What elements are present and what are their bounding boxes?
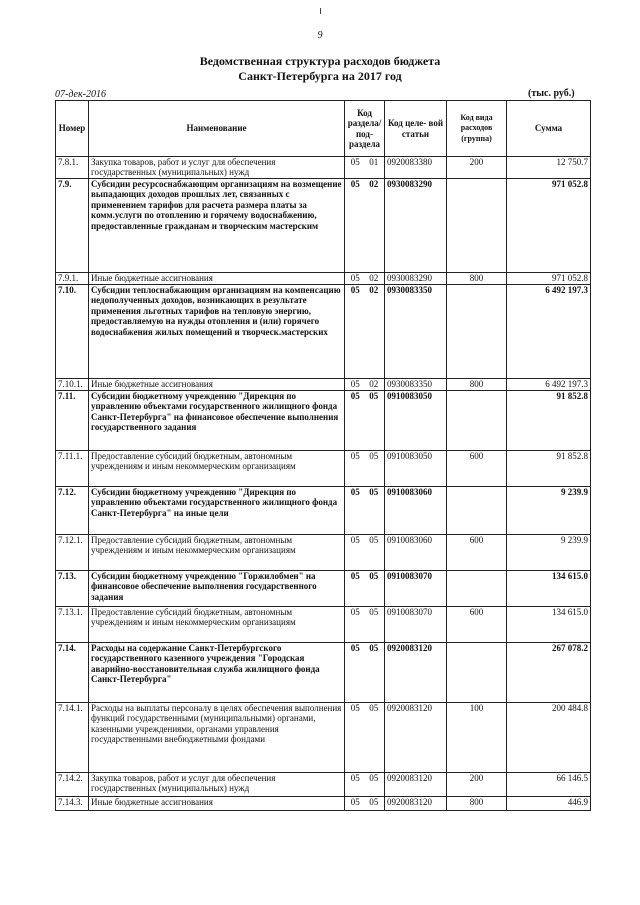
row-name: Предоставление субсидий бюджетным, автономным учреждениям и иным некоммерческим организациям <box>89 607 345 643</box>
row-sum: 9 239.9 <box>507 535 591 571</box>
row-target-code: 0910083070 <box>385 607 447 643</box>
row-name: Предоставление субсидий бюджетным, автономным учреждениям и иным некоммерческим организациям <box>89 535 345 571</box>
header-section: Код раздела/ под- раздела <box>345 101 385 157</box>
row-section <box>345 643 385 703</box>
table-row <box>56 379 591 391</box>
row-expense-type: 200 <box>447 157 507 179</box>
table-body <box>56 157 591 811</box>
row-subsection-code: 05 <box>369 451 379 461</box>
row-sum: 9 239.9 <box>507 487 591 535</box>
row-section-code: 05 <box>350 571 360 581</box>
row-number: 7.13.1. <box>56 607 89 643</box>
row-number: 7.14.2. <box>56 773 89 797</box>
row-section-code: 05 <box>350 643 360 653</box>
row-number: 7.12.1. <box>56 535 89 571</box>
row-sum: 91 852.8 <box>507 451 591 487</box>
table-row <box>56 773 591 797</box>
row-name: Иные бюджетные ассигнования <box>89 379 345 391</box>
row-section <box>345 797 385 811</box>
scan-mark <box>320 8 321 14</box>
row-target-code: 0930083350 <box>385 379 447 391</box>
row-number: 7.10. <box>56 285 89 379</box>
header-target: Код целе- вой статьи <box>385 101 447 157</box>
row-expense-type: 800 <box>447 379 507 391</box>
row-target-code: 0910083060 <box>385 535 447 571</box>
row-expense-type: 600 <box>447 607 507 643</box>
table-row <box>56 451 591 487</box>
row-section-code: 05 <box>350 607 360 617</box>
row-section <box>345 571 385 607</box>
row-target-code: 0930083290 <box>385 179 447 273</box>
row-name: Предоставление субсидий бюджетным, автономным учреждениям и иным некоммерческим организациям <box>89 451 345 487</box>
document-date: 07-дек-2016 <box>55 89 106 100</box>
row-target-code: 0920083120 <box>385 773 447 797</box>
row-name: Иные бюджетные ассигнования <box>89 273 345 285</box>
row-sum: 6 492 197.3 <box>507 285 591 379</box>
document-subtitle: Санкт-Петербурга на 2017 год <box>238 69 402 83</box>
row-target-code: 0930083350 <box>385 285 447 379</box>
row-name: Расходы на содержание Санкт-Петербургского государственного казенного учреждения "Городская аварийно-восстановительная служба жилищного фонда Санкт-Петербурга" <box>89 643 345 703</box>
row-number: 7.11.1. <box>56 451 89 487</box>
row-section-code: 05 <box>350 773 360 783</box>
row-target-code: 0920083380 <box>385 157 447 179</box>
row-section-code: 05 <box>350 179 360 189</box>
row-expense-type: 800 <box>447 273 507 285</box>
row-section-code: 05 <box>350 797 360 807</box>
row-name: Субсидии бюджетному учреждению "Горжилобмен" на финансовое обеспечение выполнения государственного задания <box>89 571 345 607</box>
row-section-code: 05 <box>350 285 360 295</box>
row-section <box>345 703 385 773</box>
row-subsection-code: 05 <box>369 487 379 497</box>
table-row <box>56 643 591 703</box>
row-section-code: 05 <box>350 703 360 713</box>
row-target-code: 0910083050 <box>385 391 447 451</box>
row-section-code: 05 <box>350 273 360 283</box>
row-expense-type <box>447 487 507 535</box>
row-sum: 134 615.0 <box>507 607 591 643</box>
header-number: Номер <box>56 101 89 157</box>
row-target-code: 0920083120 <box>385 703 447 773</box>
table-row <box>56 703 591 773</box>
row-subsection-code: 02 <box>369 273 379 283</box>
row-sum: 66 146.5 <box>507 773 591 797</box>
row-sum: 12 750.7 <box>507 157 591 179</box>
row-name: Закупка товаров, работ и услуг для обеспечения государственных (муниципальных) нужд <box>89 773 345 797</box>
row-section <box>345 391 385 451</box>
table-row <box>56 391 591 451</box>
row-name: Закупка товаров, работ и услуг для обеспечения государственных (муниципальных) нужд <box>89 157 345 179</box>
table-row <box>56 157 591 179</box>
header-name: Наименование <box>89 101 345 157</box>
row-section <box>345 379 385 391</box>
row-sum: 971 052.8 <box>507 273 591 285</box>
table-row <box>56 535 591 571</box>
row-target-code: 0920083120 <box>385 797 447 811</box>
row-section <box>345 773 385 797</box>
header-vid: Код вида расходов (группа) <box>447 101 507 157</box>
table-row <box>56 571 591 607</box>
row-section <box>345 157 385 179</box>
row-name: Субсидии бюджетному учреждению "Дирекция по управлению объектами государственного жилищного фонда Санкт-Петербурга" на иные цели <box>89 487 345 535</box>
row-number: 7.8.1. <box>56 157 89 179</box>
row-section-code: 05 <box>350 379 360 389</box>
row-expense-type <box>447 391 507 451</box>
row-target-code: 0920083120 <box>385 643 447 703</box>
row-subsection-code: 02 <box>369 379 379 389</box>
table-row <box>56 797 591 811</box>
row-number: 7.9.1. <box>56 273 89 285</box>
row-name: Субсидии ресурсоснабжающим организациям на возмещение выпадающих доходов прошлых лет, связанных с применением тарифов для расчета размера платы за комм.услуги по отоплению и горячему водоснабжению, предоставленные гражданам и творческим мастерским <box>89 179 345 273</box>
row-section <box>345 451 385 487</box>
table-row <box>56 285 591 379</box>
row-number: 7.14.3. <box>56 797 89 811</box>
row-number: 7.14. <box>56 643 89 703</box>
row-target-code: 0930083290 <box>385 273 447 285</box>
row-name: Субсидии теплоснабжающим организациям на компенсацию недополученных доходов, возникающих в результате применения льготных тарифов на тепловую энергию, предоставляемую на нужды отопления и (или) горячего водоснабжения жилых помещений и творческ.мастерских <box>89 285 345 379</box>
document-title: Ведомственная структура расходов бюджета <box>199 54 441 68</box>
row-sum: 267 078.2 <box>507 643 591 703</box>
row-subsection-code: 05 <box>369 773 379 783</box>
row-sum: 134 615.0 <box>507 571 591 607</box>
row-subsection-code: 05 <box>369 703 379 713</box>
row-expense-type <box>447 643 507 703</box>
row-subsection-code: 05 <box>369 391 379 401</box>
row-subsection-code: 02 <box>369 285 379 295</box>
row-sum: 6 492 197.3 <box>507 379 591 391</box>
row-number: 7.11. <box>56 391 89 451</box>
row-subsection-code: 01 <box>369 157 379 167</box>
row-sum: 91 852.8 <box>507 391 591 451</box>
table-row <box>56 179 591 273</box>
row-section <box>345 535 385 571</box>
row-target-code: 0910083050 <box>385 451 447 487</box>
row-number: 7.10.1. <box>56 379 89 391</box>
row-section <box>345 487 385 535</box>
row-subsection-code: 02 <box>369 179 379 189</box>
row-expense-type <box>447 179 507 273</box>
row-subsection-code: 05 <box>369 797 379 807</box>
row-name: Субсидии бюджетному учреждению "Дирекция по управлению объектами государственного жилищного фонда Санкт-Петербурга" на финансовое обеспечение выполнения государственного задания <box>89 391 345 451</box>
row-expense-type: 800 <box>447 797 507 811</box>
row-number: 7.9. <box>56 179 89 273</box>
budget-table <box>55 100 591 811</box>
row-expense-type: 200 <box>447 773 507 797</box>
row-target-code: 0910083070 <box>385 571 447 607</box>
row-subsection-code: 05 <box>369 607 379 617</box>
row-expense-type: 100 <box>447 703 507 773</box>
row-sum: 200 484.8 <box>507 703 591 773</box>
row-subsection-code: 05 <box>369 535 379 545</box>
row-section <box>345 285 385 379</box>
row-section-code: 05 <box>350 391 360 401</box>
header-sum: Сумма <box>507 101 591 157</box>
row-subsection-code: 05 <box>369 571 379 581</box>
row-section <box>345 607 385 643</box>
row-sum: 971 052.8 <box>507 179 591 273</box>
table-row <box>56 607 591 643</box>
row-target-code: 0910083060 <box>385 487 447 535</box>
row-expense-type <box>447 571 507 607</box>
table-header-row <box>56 101 591 157</box>
table-row <box>56 273 591 285</box>
row-section <box>345 273 385 285</box>
row-section <box>345 179 385 273</box>
row-number: 7.12. <box>56 487 89 535</box>
row-expense-type <box>447 285 507 379</box>
row-section-code: 05 <box>350 157 360 167</box>
row-section-code: 05 <box>350 451 360 461</box>
row-name: Расходы на выплаты персоналу в целях обеспечения выполнения функций государственными (муниципальными) органами, казенными учреждениями, органами управления государственными внебюджетными фондами <box>89 703 345 773</box>
units-label: (тыс. руб.) <box>528 88 575 99</box>
row-number: 7.13. <box>56 571 89 607</box>
row-expense-type: 600 <box>447 535 507 571</box>
table-row <box>56 487 591 535</box>
row-sum: 446.9 <box>507 797 591 811</box>
row-section-code: 05 <box>350 487 360 497</box>
row-section-code: 05 <box>350 535 360 545</box>
row-name: Иные бюджетные ассигнования <box>89 797 345 811</box>
page-number: 9 <box>317 30 323 41</box>
row-expense-type: 600 <box>447 451 507 487</box>
row-subsection-code: 05 <box>369 643 379 653</box>
row-number: 7.14.1. <box>56 703 89 773</box>
